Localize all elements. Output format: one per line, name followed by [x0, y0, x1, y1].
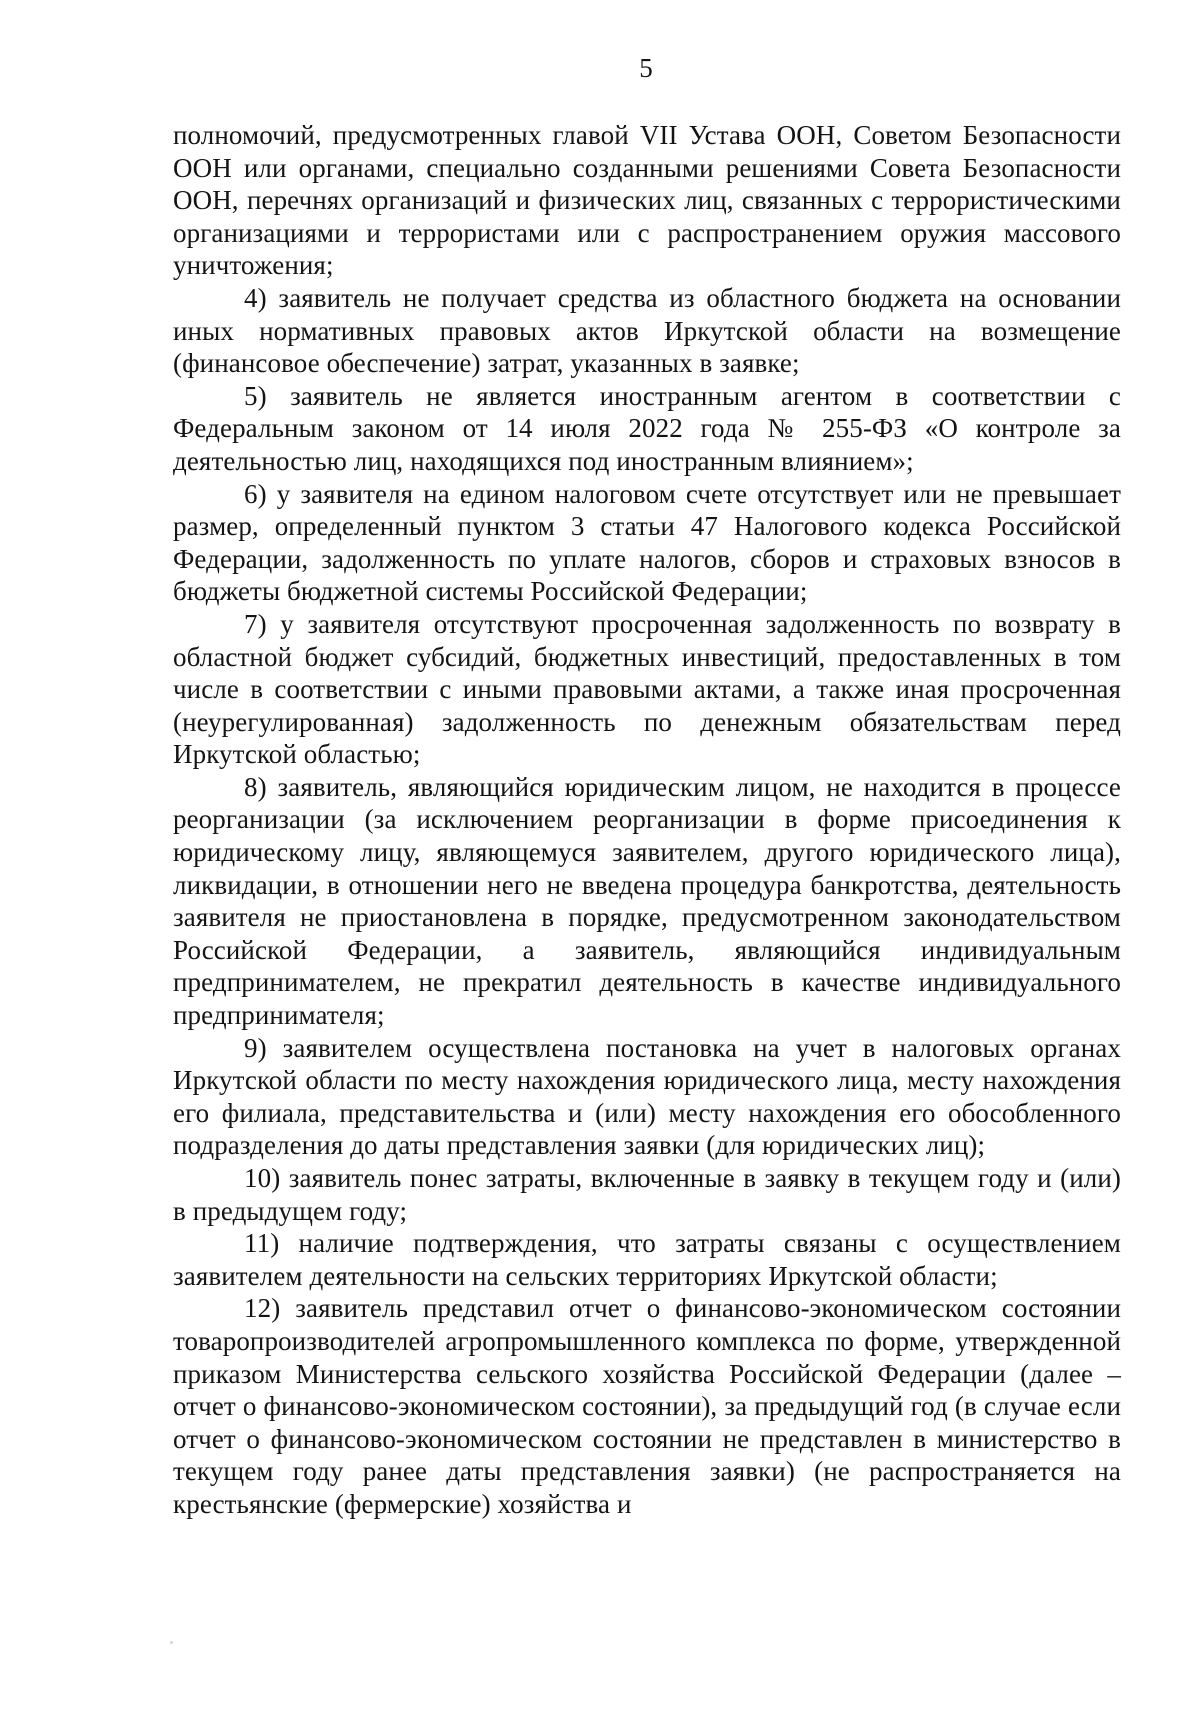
- page-number: 5: [639, 53, 653, 83]
- paragraph-item-4: 4) заявитель не получает средства из областного бюджета на основании иных нормативных правовых актов Иркутской области на возмещение (финансовое обеспечение) затрат, указанных в заявке;: [173, 282, 1121, 379]
- paragraph-item-10: 10) заявитель понес затраты, включенные в заявку в текущем году и (или) в предыдущем году;: [173, 1163, 1121, 1226]
- paragraph-item-11: 11) наличие подтверждения, что затраты связаны с осуществлением заявителем деятельности на сельских территориях Иркутской области;: [173, 1228, 1121, 1291]
- paragraph-item-9: 9) заявителем осуществлена постановка на учет в налоговых органах Иркутской области по месту нахождения юридического лица, месту нахождения его филиала, представительства и (или) месту нахождения его обособленного подразделения до даты представления заявки (для юридических лиц);: [173, 1032, 1121, 1161]
- paragraph-continuation: полномочий, предусмотренных главой VII Устава ООН, Советом Безопасности ООН или органами, специально созданными решениями Совета Безопасности ООН, перечнях организаций и физических лиц, связанных с террористическими организациями и террористами или с распространением оружия массового уничтожения;: [173, 120, 1121, 281]
- document-body: [173, 119, 1121, 1521]
- paragraph-item-8: 8) заявитель, являющийся юридическим лицом, не находится в процессе реорганизации (за исключением реорганизации в форме присоединения к юридическому лицу, являющемуся заявителем, другого юридического лица), ликвидации, в отношении него не введена процедура банкротства, деятельность заявителя не приостановлена в порядке, предусмотренном законодательством Российской Федерации, а заявитель, являющийся индивидуальным предпринимателем, не прекратил деятельность в качестве индивидуального предпринимателя;: [173, 771, 1121, 1031]
- scan-artifact: [170, 1641, 173, 1644]
- paragraph-item-5: 5) заявитель не является иностранным агентом в соответствии с Федеральным законом от 14 июля 2022 года № 255-ФЗ «О контроле за деятельностью лиц, находящихся под иностранным влиянием»;: [173, 380, 1121, 476]
- paragraph-item-7: 7) у заявителя отсутствуют просроченная задолженность по возврату в областной бюджет субсидий, бюджетных инвестиций, предоставленных в том числе в соответствии с иными правовыми актами, а также иная просроченная (неурегулированная) задолженность по денежным обязательствам перед Иркутской областью;: [173, 608, 1121, 770]
- paragraph-item-12: 12) заявитель представил отчет о финансово-экономическом состоянии товаропроизводителей агропромышленного комплекса по форме, утвержденной приказом Министерства сельского хозяйства Российской Федерации (далее – отчет о финансово-экономическом состоянии), за предыдущий год (в случае если отчет о финансово-экономическом состоянии не представлен в министерство в текущем году ранее даты представления заявки) (не распространяется на крестьянские (фермерские) хозяйства и: [173, 1293, 1121, 1519]
- paragraph-item-6: 6) у заявителя на едином налоговом счете отсутствует или не превышает размер, определенный пунктом 3 статьи 47 Налогового кодекса Российской Федерации, задолженность по уплате налогов, сборов и страховых взносов в бюджеты бюджетной системы Российской Федерации;: [173, 478, 1121, 607]
